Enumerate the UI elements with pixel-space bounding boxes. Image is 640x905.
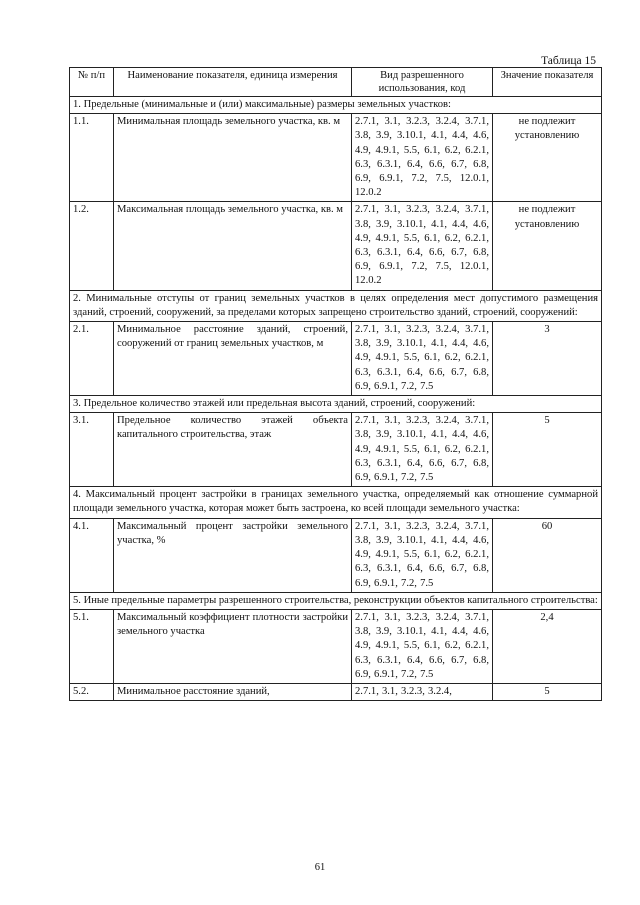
row-indicator-name: Максимальная площадь земельного участка, кв. м bbox=[114, 202, 352, 290]
row-value: 60 bbox=[493, 518, 602, 592]
row-value: 3 bbox=[493, 322, 602, 396]
row-usage-codes: 2.7.1, 3.1, 3.2.3, 3.2.4, 3.7.1, 3.8, 3.9, 3.10.1, 4.1, 4.4, 4.6, 4.9, 4.9.1, 5.5, 6.1, 6.2, 6.2.1, 6.3, 6.3.1, 6.4, 6.6, 6.7, 6.8, 6.9, 6.9.1, 7.2, 7.5 bbox=[352, 518, 493, 592]
row-number: 1.2. bbox=[70, 202, 114, 290]
row-value: 5 bbox=[493, 683, 602, 700]
section-title: 5. Иные предельные параметры разрешенного строительства, реконструкции объектов капитального строительства: bbox=[70, 592, 602, 609]
section-row bbox=[70, 592, 602, 609]
table-row bbox=[70, 202, 602, 290]
row-number: 4.1. bbox=[70, 518, 114, 592]
section-title: 4. Максимальный процент застройки в границах земельного участка, определяемый как отношение суммарной площади земельного участка, которая может быть застроена, ко всей площади земельного участка: bbox=[70, 487, 602, 518]
row-usage-codes: 2.7.1, 3.1, 3.2.3, 3.2.4, 3.7.1, 3.8, 3.9, 3.10.1, 4.1, 4.4, 4.6, 4.9, 4.9.1, 5.5, 6.1, 6.2, 6.2.1, 6.3, 6.3.1, 6.4, 6.6, 6.7, 6.8, 6.9, 6.9.1, 7.2, 7.5 bbox=[352, 609, 493, 683]
section-title: 3. Предельное количество этажей или предельная высота зданий, строений, сооружений: bbox=[70, 396, 602, 413]
parameters-table bbox=[69, 67, 602, 701]
row-usage-codes: 2.7.1, 3.1, 3.2.3, 3.2.4, bbox=[352, 683, 493, 700]
header-usage-code: Вид разрешенного использования, код bbox=[352, 68, 493, 97]
row-number: 2.1. bbox=[70, 322, 114, 396]
section-title: 2. Минимальные отступы от границ земельных участков в целях определения мест допустимого размещения зданий, строений, сооружений, за пределами которых запрещено строительство зданий, строений, сооружений: bbox=[70, 290, 602, 321]
row-number: 5.2. bbox=[70, 683, 114, 700]
row-value: 5 bbox=[493, 413, 602, 487]
row-indicator-name: Предельное количество этажей объекта капитального строительства, этаж bbox=[114, 413, 352, 487]
header-number: № п/п bbox=[70, 68, 114, 97]
table-row bbox=[70, 683, 602, 700]
table-row bbox=[70, 322, 602, 396]
row-number: 1.1. bbox=[70, 114, 114, 202]
row-value: 2,4 bbox=[493, 609, 602, 683]
table-header-row bbox=[70, 68, 602, 97]
row-usage-codes: 2.7.1, 3.1, 3.2.3, 3.2.4, 3.7.1, 3.8, 3.9, 3.10.1, 4.1, 4.4, 4.6, 4.9, 4.9.1, 5.5, 6.1, 6.2, 6.2.1, 6.3, 6.3.1, 6.4, 6.6, 6.7, 6.8, 6.9, 6.9.1, 7.2, 7.5 bbox=[352, 413, 493, 487]
header-indicator-name: Наименование показателя, единица измерения bbox=[114, 68, 352, 97]
table-row bbox=[70, 413, 602, 487]
row-indicator-name: Минимальная площадь земельного участка, кв. м bbox=[114, 114, 352, 202]
table-row bbox=[70, 609, 602, 683]
row-number: 3.1. bbox=[70, 413, 114, 487]
row-usage-codes: 2.7.1, 3.1, 3.2.3, 3.2.4, 3.7.1, 3.8, 3.9, 3.10.1, 4.1, 4.4, 4.6, 4.9, 4.9.1, 5.5, 6.1, 6.2, 6.2.1, 6.3, 6.3.1, 6.4, 6.6, 6.7, 6.8, 6.9, 6.9.1, 7.2, 7.5, 12.0.1, 12.0.2 bbox=[352, 114, 493, 202]
section-row bbox=[70, 97, 602, 114]
page-number: 61 bbox=[314, 862, 326, 873]
section-row bbox=[70, 396, 602, 413]
section-title: 1. Предельные (минимальные и (или) максимальные) размеры земельных участков: bbox=[70, 97, 602, 114]
row-usage-codes: 2.7.1, 3.1, 3.2.3, 3.2.4, 3.7.1, 3.8, 3.9, 3.10.1, 4.1, 4.4, 4.6, 4.9, 4.9.1, 5.5, 6.1, 6.2, 6.2.1, 6.3, 6.3.1, 6.4, 6.6, 6.7, 6.8, 6.9, 6.9.1, 7.2, 7.5 bbox=[352, 322, 493, 396]
row-indicator-name: Минимальное расстояние зданий, bbox=[114, 683, 352, 700]
row-value: не подлежит установлению bbox=[493, 202, 602, 290]
table-row bbox=[70, 518, 602, 592]
row-value: не подлежит установлению bbox=[493, 114, 602, 202]
row-usage-codes: 2.7.1, 3.1, 3.2.3, 3.2.4, 3.7.1, 3.8, 3.9, 3.10.1, 4.1, 4.4, 4.6, 4.9, 4.9.1, 5.5, 6.1, 6.2, 6.2.1, 6.3, 6.3.1, 6.4, 6.6, 6.7, 6.8, 6.9, 6.9.1, 7.2, 7.5, 12.0.1, 12.0.2 bbox=[352, 202, 493, 290]
header-value: Значение показателя bbox=[493, 68, 602, 97]
row-indicator-name: Максимальный коэффициент плотности застройки земельного участка bbox=[114, 609, 352, 683]
section-row bbox=[70, 487, 602, 518]
table-caption: Таблица 15 bbox=[541, 55, 596, 67]
row-number: 5.1. bbox=[70, 609, 114, 683]
row-indicator-name: Максимальный процент застройки земельного участка, % bbox=[114, 518, 352, 592]
table-row bbox=[70, 114, 602, 202]
row-indicator-name: Минимальное расстояние зданий, строений, сооружений от границ земельных участков, м bbox=[114, 322, 352, 396]
section-row bbox=[70, 290, 602, 321]
